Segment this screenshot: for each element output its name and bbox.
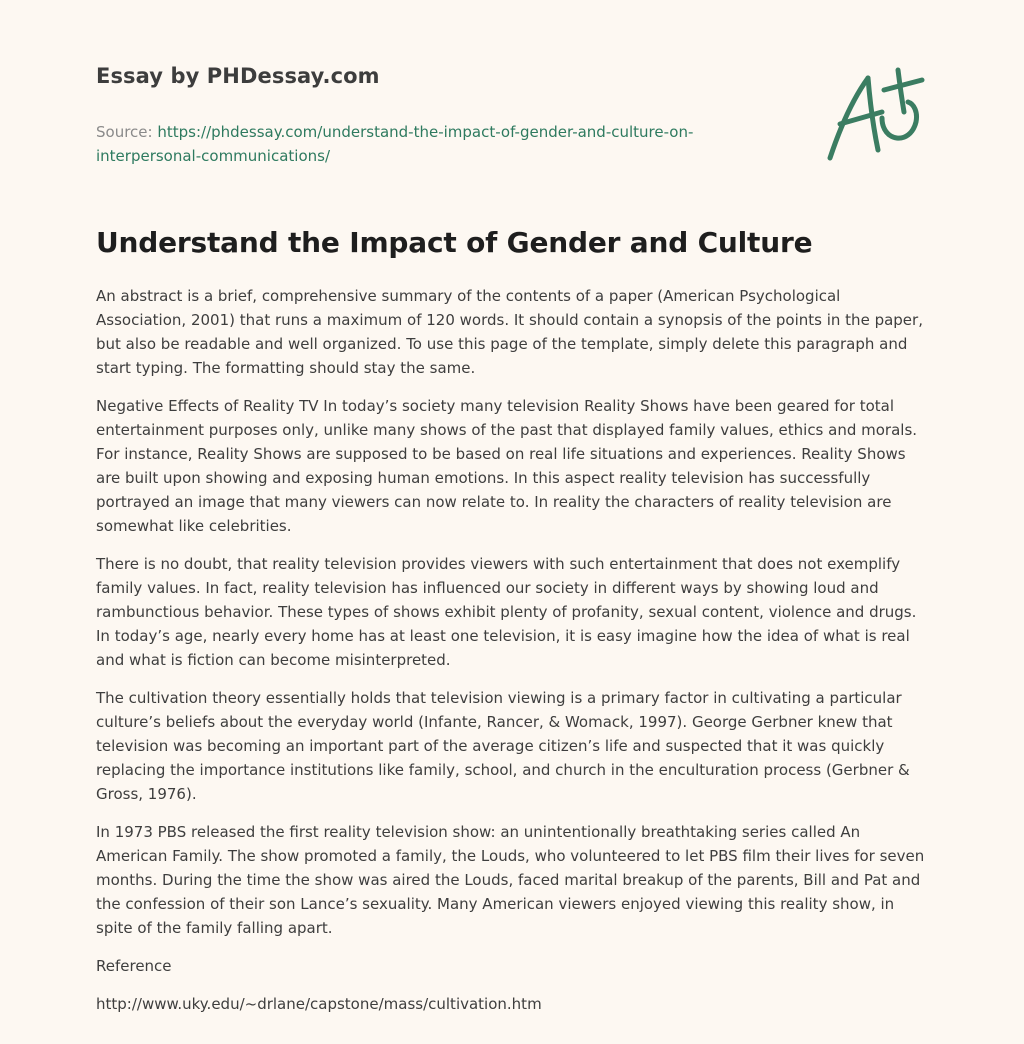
reference-heading: Reference xyxy=(96,957,172,975)
reference-link[interactable]: http://www.uky.edu/~drlane/capstone/mass/cultivation.htm xyxy=(96,995,542,1013)
header xyxy=(96,64,736,168)
paragraph: In 1973 PBS released the first reality television show: an unintentionally breathtaking series called An American Family. The show promoted a family, the Louds, who volunteered to let PBS film their lives for seven months. During the time the show was aired the Louds, faced marital breakup of the parents, Bill and Pat and the confession of their son Lance’s sexuality. Many American viewers enjoyed viewing this reality show, in spite of the family falling apart. xyxy=(96,823,925,937)
source-link[interactable]: https://phdessay.com/understand-the-impact-of-gender-and-culture-on-interpersonal-communications/ xyxy=(96,123,694,165)
essay-title: Understand the Impact of Gender and Culture xyxy=(96,226,813,259)
source-line xyxy=(96,120,736,168)
paragraph: There is no doubt, that reality television provides viewers with such entertainment that does not exemplify family values. In fact, reality television has influenced our society in different ways by showing loud and rambunctious behavior. These types of shows exhibit plenty of profanity, sexual content, violence and drugs. In today’s age, nearly every home has at least one television, it is easy imagine how the idea of what is real and what is fiction can become misinterpreted. xyxy=(96,555,917,669)
source-label: Source: xyxy=(96,123,153,141)
paragraph: The cultivation theory essentially holds that television viewing is a primary factor in cultivating a particular culture’s beliefs about the everyday world (Infante, Rancer, & Womack, 1997). George Gerbner knew that television was becoming an important part of the average citizen’s life and suspected that it was quickly replacing the importance institutions like family, school, and church in the enculturation process (Gerbner & Gross, 1976). xyxy=(96,689,910,803)
paragraph: Negative Effects of Reality TV In today’s society many television Reality Shows have been geared for total entertainment purposes only, unlike many shows of the past that displayed family values, ethics and morals. For instance, Reality Shows are supposed to be based on real life situations and experiences. Reality Shows are built upon showing and exposing human emotions. In this aspect reality television has successfully portrayed an image that many viewers can now relate to. In reality the characters of reality television are somewhat like celebrities. xyxy=(96,397,918,535)
essay-body xyxy=(96,284,931,1016)
site-title: Essay by PHDessay.com xyxy=(96,64,380,88)
paragraph: An abstract is a brief, comprehensive summary of the contents of a paper (American Psychological Association, 2001) that runs a maximum of 120 words. It should contain a synopsis of the points in the paper, but also be readable and well organized. To use this page of the template, simply delete this paragraph and start typing. The formatting should stay the same. xyxy=(96,287,923,377)
a-plus-logo xyxy=(818,66,928,166)
